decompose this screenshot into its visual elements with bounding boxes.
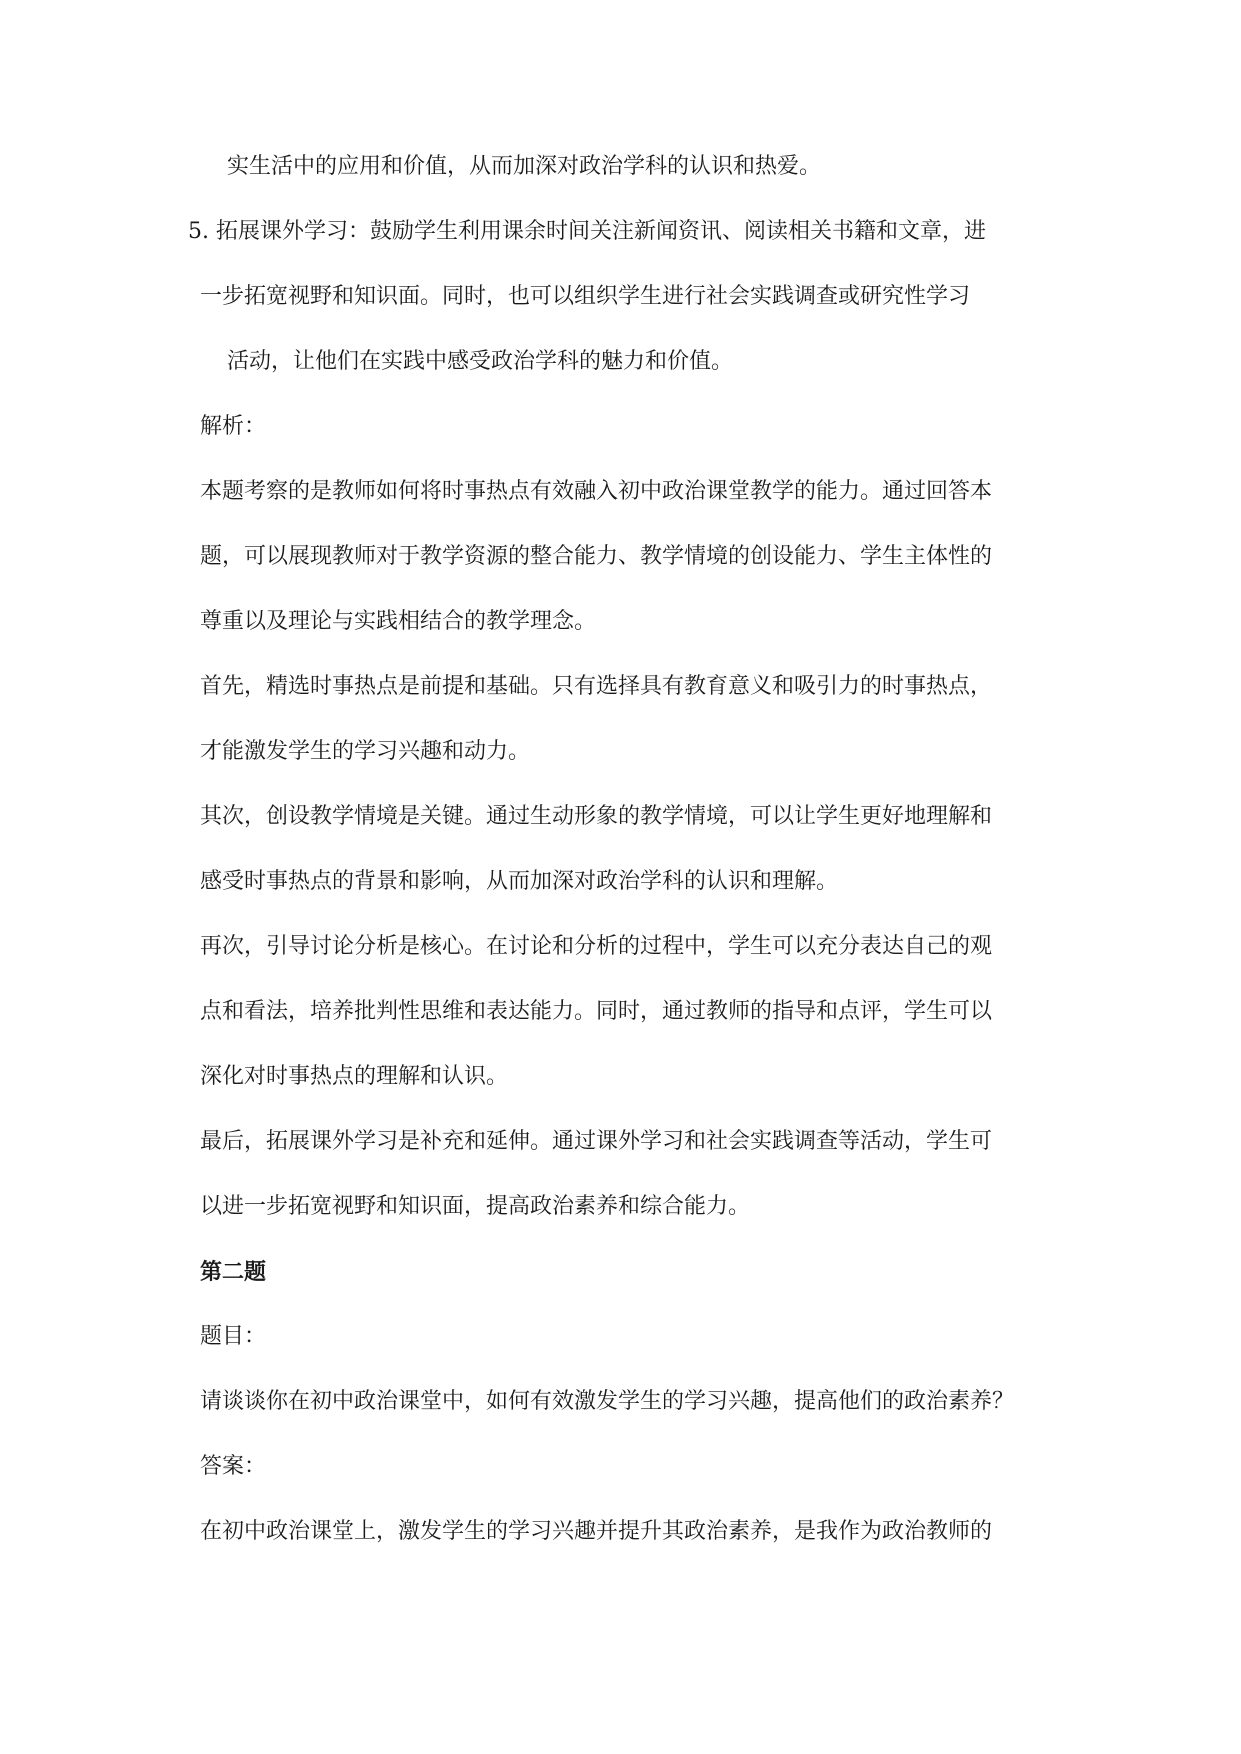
paragraph-line: 其次，创设教学情境是关键。通过生动形象的教学情境，可以让学生更好地理解和 xyxy=(200,804,993,829)
paragraph-line: 才能激发学生的学习兴趣和动力。 xyxy=(200,739,531,764)
section-label-answer: 答案： xyxy=(200,1454,267,1479)
paragraph-line: 再次，引导讨论分析是核心。在讨论和分析的过程中，学生可以充分表达自己的观 xyxy=(200,934,993,959)
paragraph-line: 题，可以展现教师对于教学资源的整合能力、教学情境的创设能力、学生主体性的 xyxy=(200,544,993,569)
text-line: 活动，让他们在实践中感受政治学科的魅力和价值。 xyxy=(227,349,734,374)
section-label-question: 题目： xyxy=(200,1324,267,1349)
paragraph-line: 深化对时事热点的理解和认识。 xyxy=(200,1064,509,1089)
paragraph-line: 在初中政治课堂上，激发学生的学习兴趣并提升其政治素养，是我作为政治教师的 xyxy=(200,1519,993,1544)
text-line: 实生活中的应用和价值，从而加深对政治学科的认识和热爱。 xyxy=(227,154,822,179)
list-item-5: 5. 拓展课外学习：鼓励学生利用课余时间关注新闻资讯、阅读相关书籍和文章，进 xyxy=(188,219,986,244)
paragraph-line: 最后，拓展课外学习是补充和延伸。通过课外学习和社会实践调查等活动，学生可 xyxy=(200,1129,993,1154)
section-heading: 第二题 xyxy=(200,1259,267,1285)
question-text: 请谈谈你在初中政治课堂中，如何有效激发学生的学习兴趣，提高他们的政治素养？ xyxy=(200,1389,1015,1414)
paragraph-line: 尊重以及理论与实践相结合的教学理念。 xyxy=(200,609,597,634)
paragraph-line: 本题考察的是教师如何将时事热点有效融入初中政治课堂教学的能力。通过回答本 xyxy=(200,479,993,504)
text-line: 一步拓宽视野和知识面。同时，也可以组织学生进行社会实践调查或研究性学习 xyxy=(200,284,971,309)
section-label-analysis: 解析： xyxy=(200,414,267,439)
paragraph-line: 感受时事热点的背景和影响，从而加深对政治学科的认识和理解。 xyxy=(200,869,839,894)
paragraph-line: 首先，精选时事热点是前提和基础。只有选择具有教育意义和吸引力的时事热点， xyxy=(200,674,993,699)
paragraph-line: 以进一步拓宽视野和知识面，提高政治素养和综合能力。 xyxy=(200,1194,751,1219)
paragraph-line: 点和看法，培养批判性思维和表达能力。同时，通过教师的指导和点评，学生可以 xyxy=(200,999,993,1024)
